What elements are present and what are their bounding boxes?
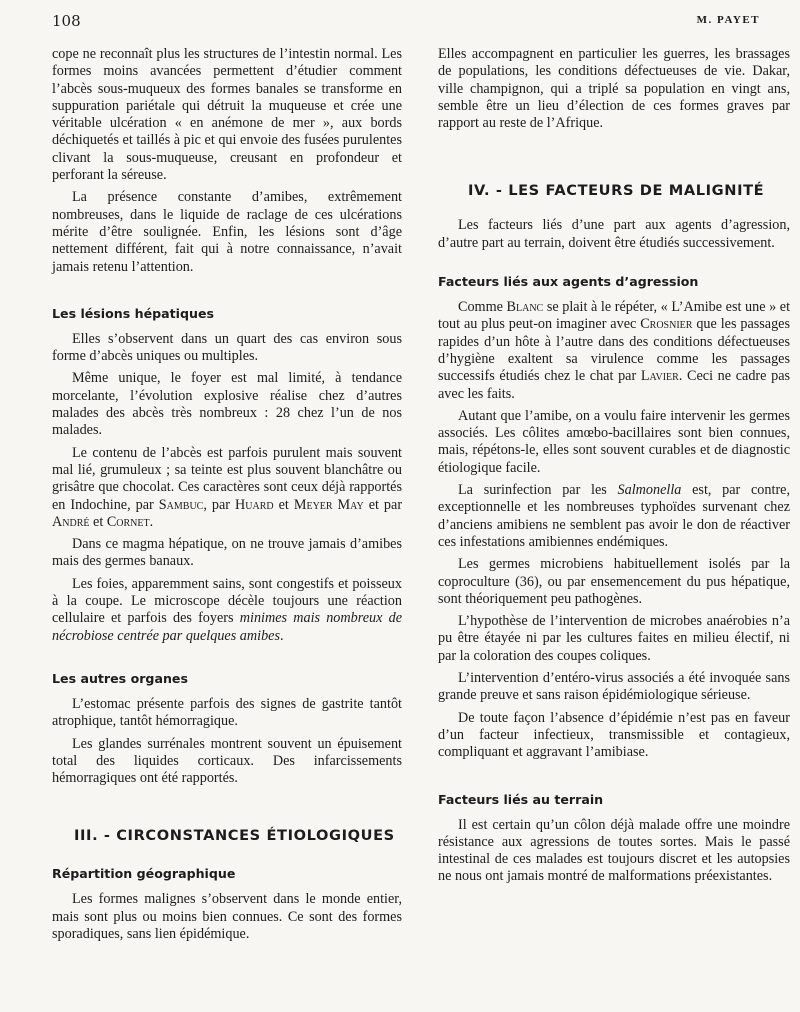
author-name: Crosnier bbox=[640, 316, 693, 333]
paragraph: Autant que l’amibe, on a voulu faire intervenir les germes associés. Les côlites amœbo-bacillaires sont bien connues, mais, répétons-le, elles sont souvent curables et de diagnostic étiologique facile. bbox=[438, 407, 790, 476]
right-column bbox=[438, 46, 790, 891]
text-run: La surinfection par les bbox=[458, 482, 607, 499]
subheading-hepatic-lesions: Les lésions hépatiques bbox=[52, 305, 214, 321]
paragraph: L’hypothèse de l’intervention de microbes anaérobies n’a pu être étayée ni par les cultures faites en milieu électif, ni par la coloration des coupes coliques. bbox=[438, 613, 790, 664]
paragraph bbox=[52, 445, 402, 531]
left-column bbox=[52, 46, 402, 948]
paragraph: Il est certain qu’un côlon déjà malade offre une moindre résistance aux agressions de toutes sortes. Mais le passé intestinal de ces malades est toujours discret et les autopsies ne nous ont jamais montré de malformations préexistantes. bbox=[438, 816, 790, 885]
paragraph: La présence constante d’amibes, extrêmement nombreuses, dans le liquide de raclage de ces ulcérations mérite d’être soulignée. Enfin, les lésions sont d’âge nettement différent, fait qui à notre connaissance, n’avait jamais retenu l’attention. bbox=[52, 189, 402, 275]
paragraph: Les glandes surrénales montrent souvent un épuisement total des liquides corticaux. Des infarcissements hémorragiques ont été rapportés. bbox=[52, 735, 402, 787]
italic-run: minimes mais nombreux de nécrobiose centrée par quelques amibes bbox=[52, 610, 403, 644]
author-name: Blanc bbox=[506, 299, 544, 316]
section-heading-4: IV. - LES FACTEURS DE MALIGNITÉ bbox=[468, 182, 765, 200]
author-name: Meyer May bbox=[293, 496, 364, 513]
paragraph: L’intervention d’entéro-virus associés a été invoquée sans grande preuve et sans raison épidémiologique sérieuse. bbox=[438, 670, 790, 704]
text-run: . bbox=[280, 627, 284, 644]
paragraph: De toute façon l’absence d’épidémie n’est pas en faveur d’un facteur infectieux, transmissible et contagieux, compliquant et aggravant l’amibiase. bbox=[438, 709, 790, 761]
text-run: Les foies, apparemment sains, sont congestifs et poisseux à la coupe. Le microscope décèle toujours une réaction cellulaire et parfois des foyers bbox=[52, 575, 402, 627]
text-run: et bbox=[278, 496, 289, 513]
author-name: Cornet bbox=[106, 513, 150, 530]
text-run: et bbox=[93, 513, 104, 530]
paragraph bbox=[52, 576, 402, 645]
paragraph: Les formes malignes s’observent dans le monde entier, mais sont plus ou moins bien connues. Ce sont des formes sporadiques, sans lien épidémique. bbox=[52, 891, 402, 942]
paragraph bbox=[438, 482, 790, 551]
text-run: est, par contre, exceptionnelle et les nombreuses typhoïdes survenant chez d’anciens amibiens ne semblent pas avoir le don de réactiver ces infestations amibiennes endémiques. bbox=[438, 482, 791, 550]
paragraph: Dans ce magma hépatique, on ne trouve jamais d’amibes mais des germes banaux. bbox=[52, 536, 402, 570]
page-number: 108 bbox=[52, 12, 81, 30]
author-name: Sambuc bbox=[158, 496, 204, 513]
paragraph: Les facteurs liés d’une part aux agents d’agression, d’autre part au terrain, doivent être étudiés successivement. bbox=[438, 217, 790, 251]
paragraph: Elles s’observent dans un quart des cas environ sous forme d’abcès uniques ou multiples. bbox=[52, 330, 402, 365]
subheading-aggression-factors: Facteurs liés aux agents d’agression bbox=[438, 274, 699, 290]
italic-run: Salmonella bbox=[617, 482, 682, 499]
text-run: , par bbox=[203, 496, 230, 513]
text-run: se plait à le répéter, « L’Amibe est une » et tout au plus peut-on imaginer avec bbox=[438, 299, 791, 333]
text-run: Le contenu de l’abcès est parfois purulent mais souvent mal lié, grumuleux ; sa teinte est plus souvent blanchâtre ou grisâtre que chocolat. Ces caractères sont ceux déjà rapportés en Indochine, par bbox=[52, 444, 402, 513]
paragraph: cope ne reconnaît plus les structures de l’intestin normal. Les formes moins avancées permettent d’étudier comment l’abcès sous-muqueux des formes banales se transforme en suppuration pariétale qui détruit la muqueuse et crée une véritable ulcération « en anémone de mer », aux bords déchiquetés et taillés à pic et qui envoie des fusées purulentes clivant la sous-muqueuse, creusant en profondeur et perforant la séreuse. bbox=[52, 46, 402, 184]
paragraph: L’estomac présente parfois des signes de gastrite tantôt atrophique, tantôt hémorragique. bbox=[52, 695, 402, 730]
text-run: que les passages rapides d’un hôte à l’autre dans des conditions défectueuses d’hygiène exaltent sa virulence comme les passages successifs étudiés chez le chat par bbox=[438, 316, 790, 385]
paragraph: Elles accompagnent en particulier les guerres, les brassages de populations, les conditions défectueuses de vie. Dakar, ville champignon, qui a triplé sa population en vingt ans, semble être un lieu d’élection de ces formes graves par rapport au reste de l’Afrique. bbox=[438, 46, 790, 132]
author-name: Huard bbox=[235, 496, 274, 513]
author-name: Lavier bbox=[640, 368, 679, 385]
author-name: André bbox=[52, 513, 90, 530]
text-run: . bbox=[149, 513, 154, 530]
paragraph: Même unique, le foyer est mal limité, à tendance morcelante, l’évolution explosive réalise chez d’autres malades des abcès très nombreux : 28 chez l’un de nos malades. bbox=[52, 370, 402, 439]
subheading-terrain-factors: Facteurs liés au terrain bbox=[438, 791, 604, 807]
text-run: Comme bbox=[458, 299, 503, 316]
paragraph: Les germes microbiens habituellement isolés par la coproculture (36), ou par ensemencement du pus hépatique, sont théoriquement peu pathogènes. bbox=[438, 556, 790, 607]
text-run: et par bbox=[368, 496, 403, 513]
paragraph bbox=[438, 299, 790, 403]
section-heading-3: III. - CIRCONSTANCES ÉTIOLOGIQUES bbox=[74, 827, 395, 845]
subheading-other-organs: Les autres organes bbox=[52, 670, 188, 686]
text-run: . Ceci ne cadre pas avec les faits. bbox=[438, 368, 791, 402]
subheading-geographic-distribution: Répartition géographique bbox=[52, 866, 236, 882]
running-head: M. PAYET bbox=[696, 14, 760, 26]
